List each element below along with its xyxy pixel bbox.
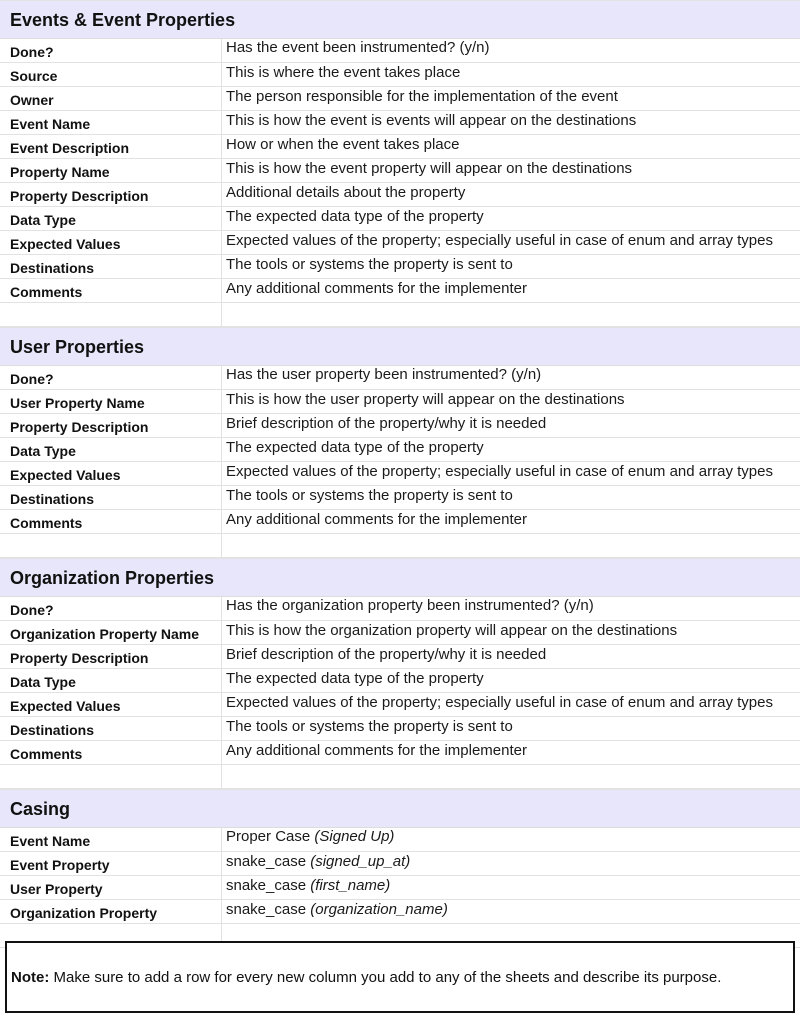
description-cell[interactable]: This is how the event is events will appear on the destinations (226, 112, 637, 129)
table-row[interactable] (0, 207, 800, 231)
description-cell[interactable]: Has the user property been instrumented? (y/n) (226, 366, 542, 383)
field-name-cell[interactable]: Done? (0, 39, 222, 62)
casing-style: snake_case (226, 853, 307, 870)
field-name-cell[interactable]: Owner (0, 87, 222, 110)
field-name-cell[interactable]: Organization Property (0, 900, 222, 923)
note-label: Note: (11, 969, 50, 986)
field-name-cell[interactable]: Comments (0, 510, 222, 533)
description-cell[interactable]: Additional details about the property (226, 184, 466, 201)
table-row[interactable] (0, 462, 800, 486)
blank-row[interactable] (0, 765, 800, 789)
organization-rows (0, 597, 800, 765)
section-header-casing[interactable]: Casing (0, 789, 800, 828)
casing-rows (0, 828, 800, 924)
events-rows (0, 39, 800, 303)
description-cell[interactable] (222, 876, 800, 899)
casing-style: Proper Case (226, 828, 311, 845)
section-header-user[interactable]: User Properties (0, 327, 800, 366)
description-cell[interactable]: How or when the event takes place (226, 136, 460, 153)
field-name-cell[interactable]: Source (0, 63, 222, 86)
field-name-cell[interactable]: Event Name (0, 111, 222, 134)
field-name-cell[interactable]: Property Name (0, 159, 222, 182)
field-name-cell[interactable]: Property Description (0, 183, 222, 206)
description-cell[interactable] (222, 852, 800, 875)
description-cell[interactable]: Expected values of the property; especially useful in case of enum and array types (226, 232, 773, 249)
description-cell[interactable]: Brief description of the property/why it is needed (226, 415, 547, 432)
table-row[interactable] (0, 645, 800, 669)
blank-row[interactable] (0, 534, 800, 558)
table-row[interactable] (0, 741, 800, 765)
description-cell[interactable]: The expected data type of the property (226, 670, 484, 687)
description-cell[interactable]: The expected data type of the property (226, 439, 484, 456)
casing-example: (signed_up_at) (310, 853, 411, 870)
description-cell[interactable]: The expected data type of the property (226, 208, 484, 225)
field-name-cell[interactable]: Done? (0, 597, 222, 620)
field-name-cell[interactable]: Property Description (0, 645, 222, 668)
field-name-cell[interactable]: Data Type (0, 669, 222, 692)
field-name-cell[interactable]: Comments (0, 741, 222, 764)
casing-example: (organization_name) (310, 901, 448, 918)
table-row[interactable] (0, 414, 800, 438)
table-row[interactable] (0, 159, 800, 183)
table-row[interactable] (0, 63, 800, 87)
note-text: Make sure to add a row for every new column you add to any of the sheets and describe its purpose. (53, 969, 722, 986)
description-cell[interactable] (222, 828, 800, 851)
field-name-cell[interactable]: Event Description (0, 135, 222, 158)
field-name-cell[interactable]: User Property Name (0, 390, 222, 413)
table-row[interactable] (0, 621, 800, 645)
table-row[interactable] (0, 876, 800, 900)
description-cell[interactable]: The person responsible for the implementation of the event (226, 88, 618, 105)
description-cell[interactable]: Brief description of the property/why it is needed (226, 646, 547, 663)
field-name-cell[interactable]: Destinations (0, 717, 222, 740)
field-name-cell[interactable]: Expected Values (0, 693, 222, 716)
table-row[interactable] (0, 87, 800, 111)
description-cell[interactable]: This is how the organization property will appear on the destinations (226, 622, 678, 639)
table-row[interactable] (0, 828, 800, 852)
description-cell[interactable]: Expected values of the property; especially useful in case of enum and array types (226, 694, 773, 711)
casing-style: snake_case (226, 877, 307, 894)
description-cell[interactable]: Has the event been instrumented? (y/n) (226, 39, 490, 56)
table-row[interactable] (0, 366, 800, 390)
table-row[interactable] (0, 183, 800, 207)
table-row[interactable] (0, 111, 800, 135)
table-row[interactable] (0, 597, 800, 621)
table-row[interactable] (0, 279, 800, 303)
table-row[interactable] (0, 390, 800, 414)
description-cell[interactable]: This is where the event takes place (226, 64, 461, 81)
field-name-cell[interactable]: Event Name (0, 828, 222, 851)
field-name-cell[interactable]: Destinations (0, 486, 222, 509)
section-header-organization[interactable]: Organization Properties (0, 558, 800, 597)
field-name-cell[interactable]: Event Property (0, 852, 222, 875)
description-cell[interactable]: Any additional comments for the implementer (226, 280, 527, 297)
section-header-events[interactable]: Events & Event Properties (0, 0, 800, 39)
table-row[interactable] (0, 669, 800, 693)
description-cell[interactable]: The tools or systems the property is sent to (226, 256, 513, 273)
description-cell[interactable]: Any additional comments for the implementer (226, 742, 527, 759)
field-name-cell[interactable]: User Property (0, 876, 222, 899)
description-cell[interactable] (222, 900, 800, 923)
table-row[interactable] (0, 255, 800, 279)
table-row[interactable] (0, 231, 800, 255)
field-name-cell[interactable]: Organization Property Name (0, 621, 222, 644)
table-row[interactable] (0, 486, 800, 510)
description-cell[interactable]: Any additional comments for the implementer (226, 511, 527, 528)
description-cell[interactable]: This is how the user property will appear on the destinations (226, 391, 625, 408)
casing-example: (Signed Up) (314, 828, 395, 845)
note-cell[interactable] (5, 941, 795, 1013)
table-row[interactable] (0, 852, 800, 876)
description-cell[interactable]: The tools or systems the property is sent to (226, 718, 513, 735)
field-name-cell[interactable]: Comments (0, 279, 222, 302)
table-row[interactable] (0, 135, 800, 159)
table-row[interactable] (0, 693, 800, 717)
description-cell[interactable]: The tools or systems the property is sent to (226, 487, 513, 504)
description-cell[interactable]: Has the organization property been instrumented? (y/n) (226, 597, 594, 614)
user-rows (0, 366, 800, 534)
field-name-cell[interactable]: Data Type (0, 207, 222, 230)
field-name-cell[interactable]: Done? (0, 366, 222, 389)
blank-row[interactable] (0, 303, 800, 327)
table-row[interactable] (0, 510, 800, 534)
table-row[interactable] (0, 438, 800, 462)
field-name-cell[interactable]: Expected Values (0, 462, 222, 485)
field-name-cell[interactable]: Expected Values (0, 231, 222, 254)
description-cell[interactable]: Expected values of the property; especially useful in case of enum and array types (226, 463, 773, 480)
table-row[interactable] (0, 717, 800, 741)
field-name-cell[interactable]: Destinations (0, 255, 222, 278)
table-row[interactable] (0, 900, 800, 924)
field-name-cell[interactable]: Property Description (0, 414, 222, 437)
field-name-cell[interactable]: Data Type (0, 438, 222, 461)
description-cell[interactable]: This is how the event property will appear on the destinations (226, 160, 633, 177)
casing-style: snake_case (226, 901, 307, 918)
table-row[interactable] (0, 39, 800, 63)
casing-example: (first_name) (310, 877, 391, 894)
